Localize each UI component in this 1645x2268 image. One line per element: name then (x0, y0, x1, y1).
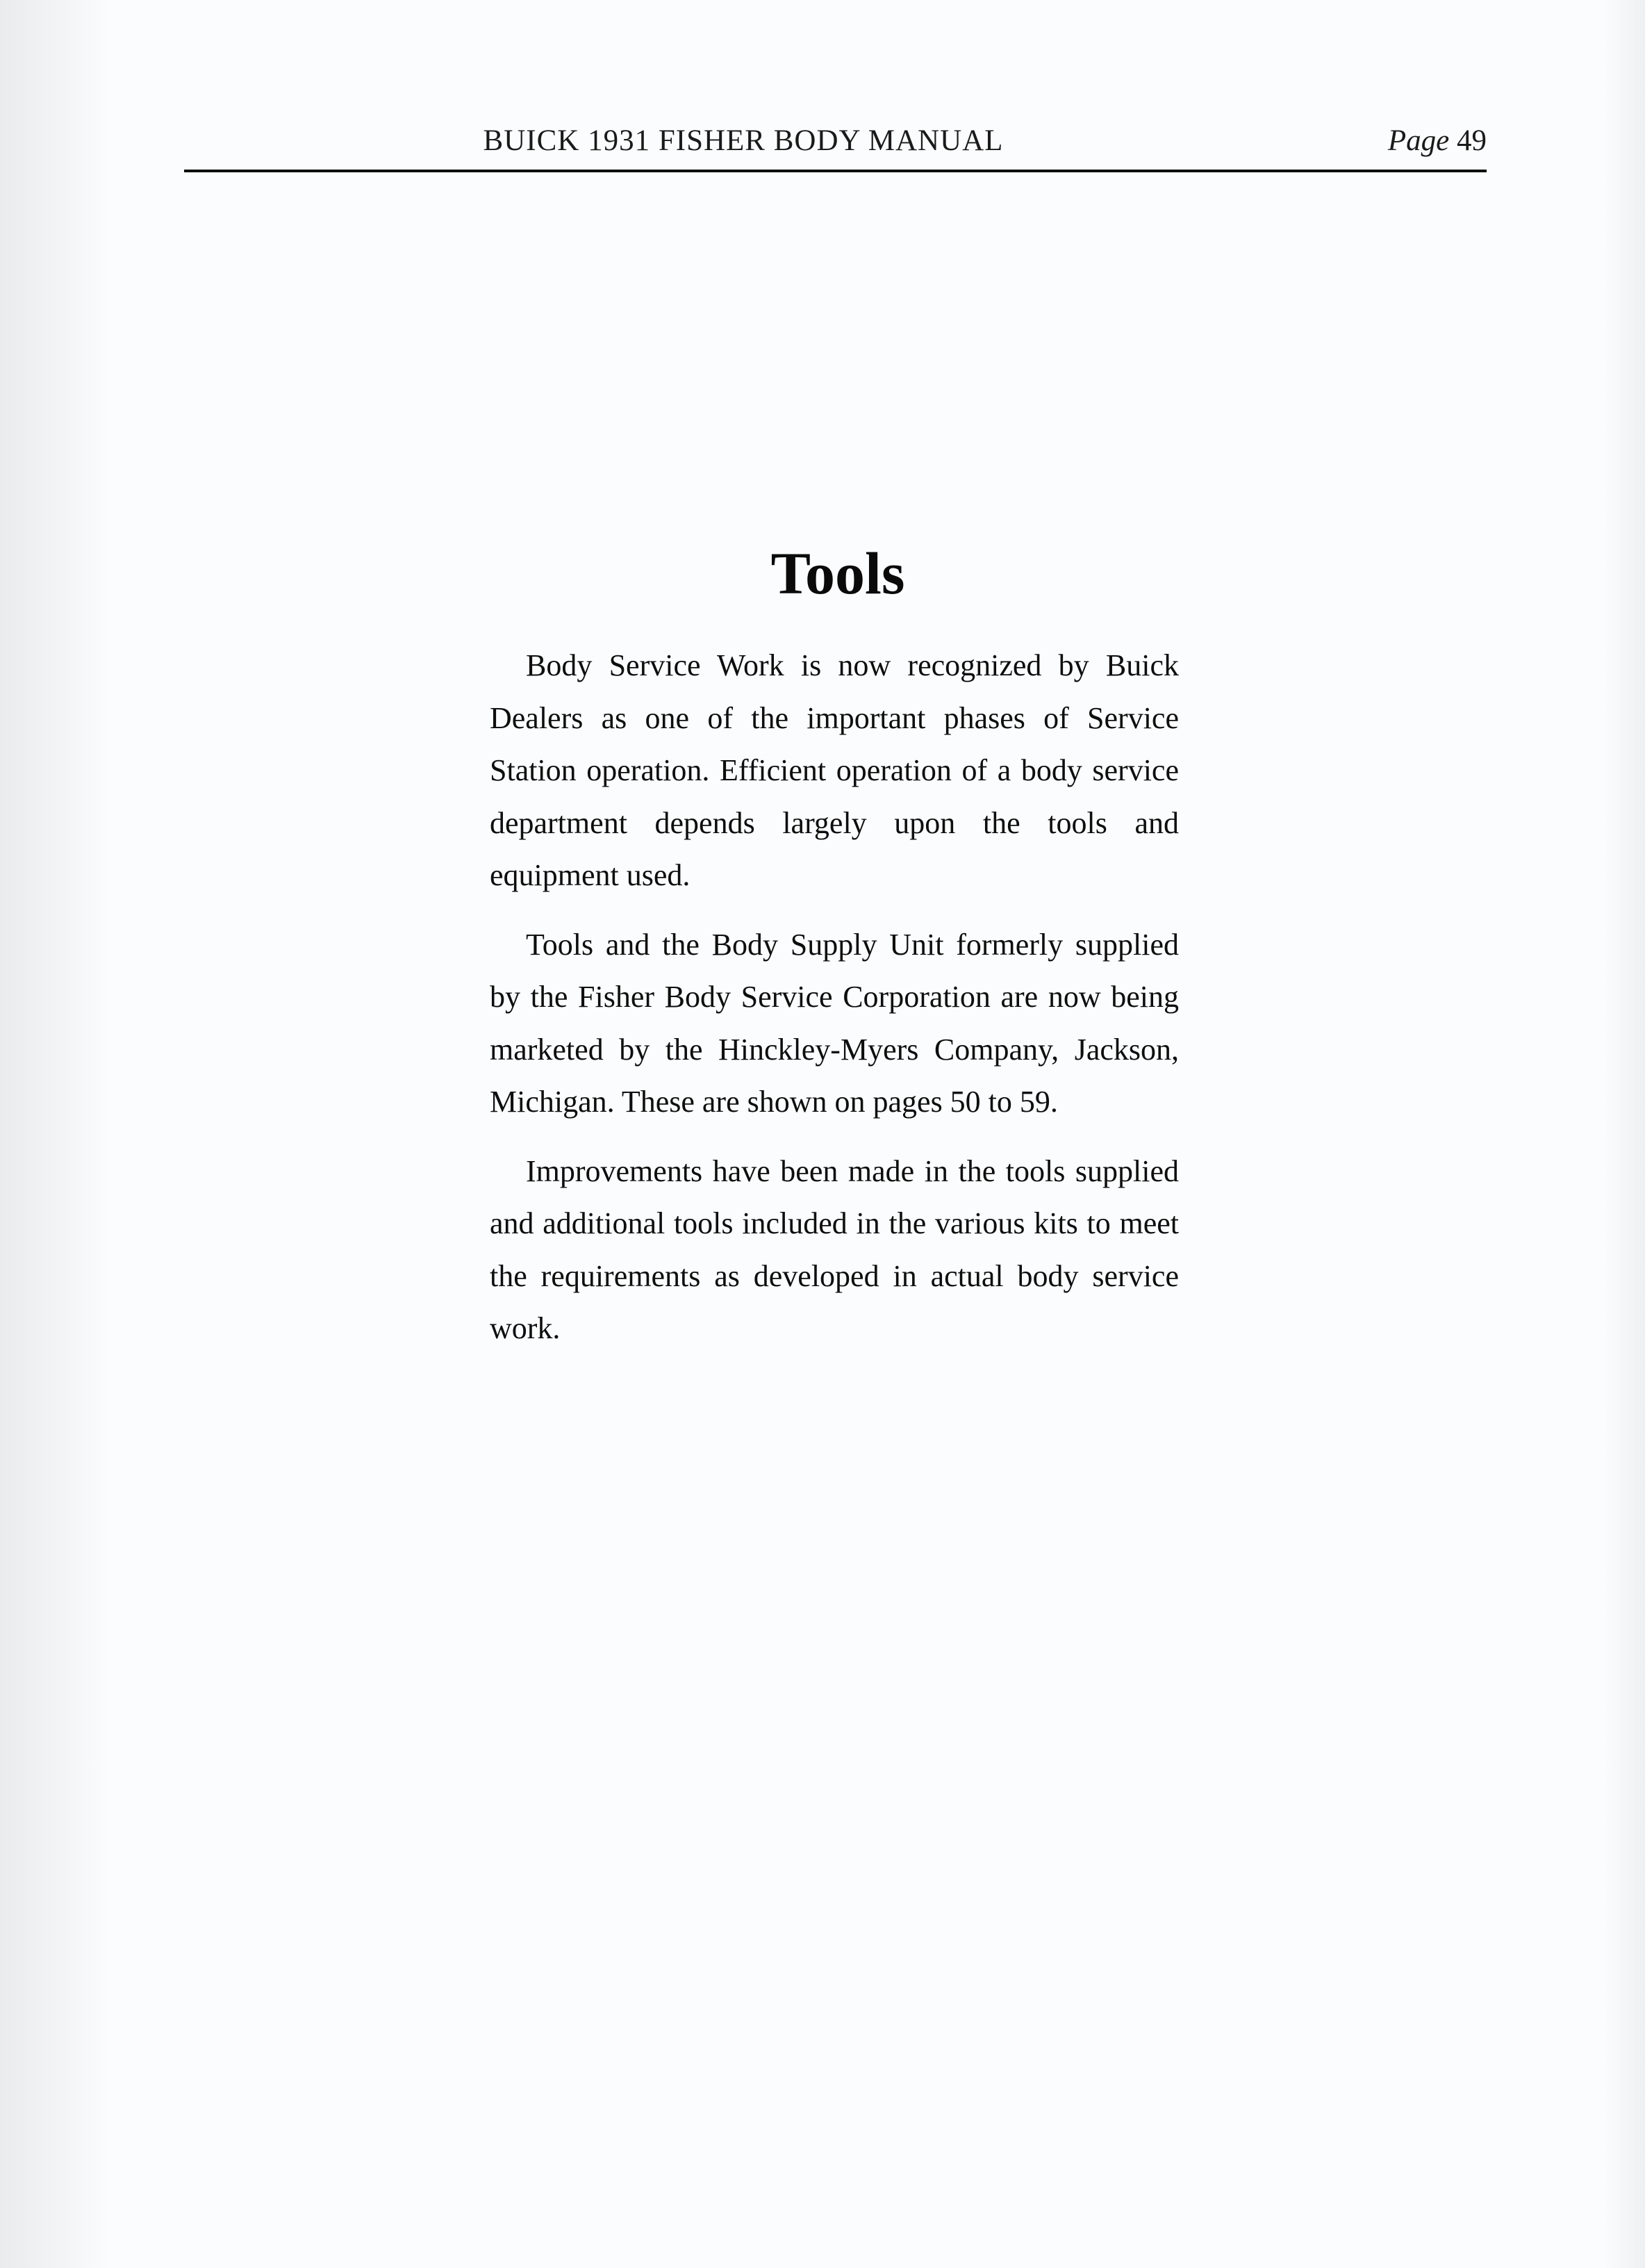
paragraph-2: Tools and the Body Supply Unit formerly supplied by the Fisher Body Service Corporation are now being marketed by the Hinckley-Myers Company, Jackson, Michigan. These are shown on pages 50 to 59. (490, 927, 1179, 1119)
section-body (490, 535, 1179, 1372)
page-word: Page (1387, 124, 1450, 157)
page-number-label (1388, 124, 1487, 158)
page-edge-shadow-right (1603, 0, 1645, 2268)
header-rule (184, 170, 1487, 172)
paragraph-3: Improvements have been made in the tools supplied and additional tools included in the various kits to meet the requirements as developed in actual body service work. (490, 1153, 1179, 1345)
page-number: 49 (1457, 124, 1487, 157)
section-title: Tools (770, 540, 905, 607)
paragraph-1: Body Service Work is now recognized by Buick Dealers as one of the important phases of Service Station operation. Efficient operation of a body service department depends largely upon the tools and equipment used. (490, 648, 1179, 892)
running-title: BUICK 1931 FISHER BODY MANUAL (483, 124, 1004, 157)
page-edge-shadow-left (0, 0, 111, 2268)
running-header (184, 118, 1487, 160)
